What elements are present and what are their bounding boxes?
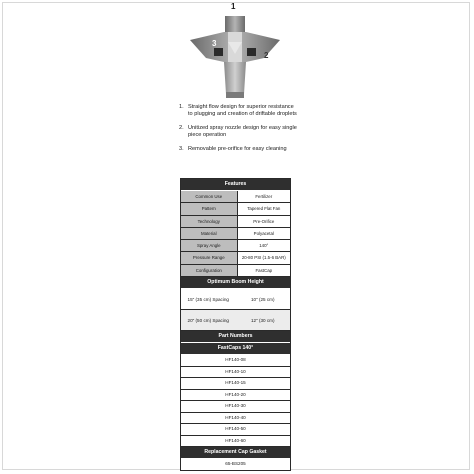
part-number: HF140-40 xyxy=(181,413,290,425)
spec-row xyxy=(181,191,290,203)
part-number: HF140-10 xyxy=(181,367,290,379)
callout-2: 2 xyxy=(264,51,269,60)
feature-item xyxy=(179,104,297,118)
callout-3: 3 xyxy=(212,39,217,48)
feature-number: 1. xyxy=(179,104,184,110)
nozzle-cutaway-graphic xyxy=(176,2,294,102)
part-number: HF140-60 xyxy=(181,436,290,448)
feature-number: 2. xyxy=(179,124,184,131)
boom-height: 10" (25 cm) xyxy=(250,296,275,302)
features-header: Features xyxy=(181,179,290,191)
part-number: HF140-08 xyxy=(181,355,290,367)
spec-row xyxy=(181,265,290,277)
part-numbers-header: Part Numbers xyxy=(181,331,290,343)
spec-row xyxy=(181,228,290,240)
spec-value: Polyacetal xyxy=(238,228,290,239)
spec-row xyxy=(181,252,290,264)
nozzle-product-image xyxy=(176,2,294,102)
spec-value: 140° xyxy=(238,240,290,251)
spec-value: Tapered Flat Fan xyxy=(238,203,290,214)
spec-key: Material xyxy=(181,228,238,239)
part-number: HF140-20 xyxy=(181,390,290,402)
part-number: HF140-50 xyxy=(181,424,290,436)
feature-text: Straight flow design for superior resistance to plugging and creation of driftable droplets xyxy=(188,104,297,117)
feature-text: Removable pre-orifice for easy cleaning xyxy=(188,145,287,152)
boom-row xyxy=(181,289,290,310)
feature-item xyxy=(179,146,297,153)
spec-row xyxy=(181,216,290,228)
spec-row xyxy=(181,240,290,252)
spec-row xyxy=(181,203,290,215)
feature-number: 3. xyxy=(179,145,184,152)
spec-key: Common Use xyxy=(181,191,238,202)
spec-table xyxy=(180,178,291,471)
feature-list xyxy=(179,104,297,160)
part-number: HF140-15 xyxy=(181,378,290,390)
part-number: HF140-30 xyxy=(181,401,290,413)
boom-row xyxy=(181,310,290,331)
spec-key: Configuration xyxy=(181,265,238,276)
spec-key: Spray Angle xyxy=(181,240,238,251)
feature-item xyxy=(179,125,297,139)
spec-value: Pre-Orifice xyxy=(238,216,290,227)
feature-text: Unitized spray nozzle design for easy single piece operation xyxy=(188,124,297,138)
spec-value: Fertilizer xyxy=(238,191,290,202)
boom-height-header: Optimum Boom Height xyxy=(181,277,290,289)
gasket-header: Replacement Cap Gasket xyxy=(181,447,290,459)
spec-value: 20-80 PSI (1.5-6 BAR) xyxy=(238,252,290,263)
boom-spacing: 20" (50 cm) Spacing xyxy=(187,317,229,323)
boom-spacing: 15" (35 cm) Spacing xyxy=(187,296,229,302)
fastcaps-header: FastCaps 140° xyxy=(181,343,290,355)
spec-value: FastCap xyxy=(238,265,290,276)
boom-height: 12" (30 cm) xyxy=(250,317,275,323)
callout-1: 1 xyxy=(231,2,236,11)
gasket-part-number: 65-BS205 xyxy=(181,459,290,470)
spec-key: Pattern xyxy=(181,203,238,214)
spec-key: Technology xyxy=(181,216,238,227)
spec-key: Pressure Range xyxy=(181,252,238,263)
